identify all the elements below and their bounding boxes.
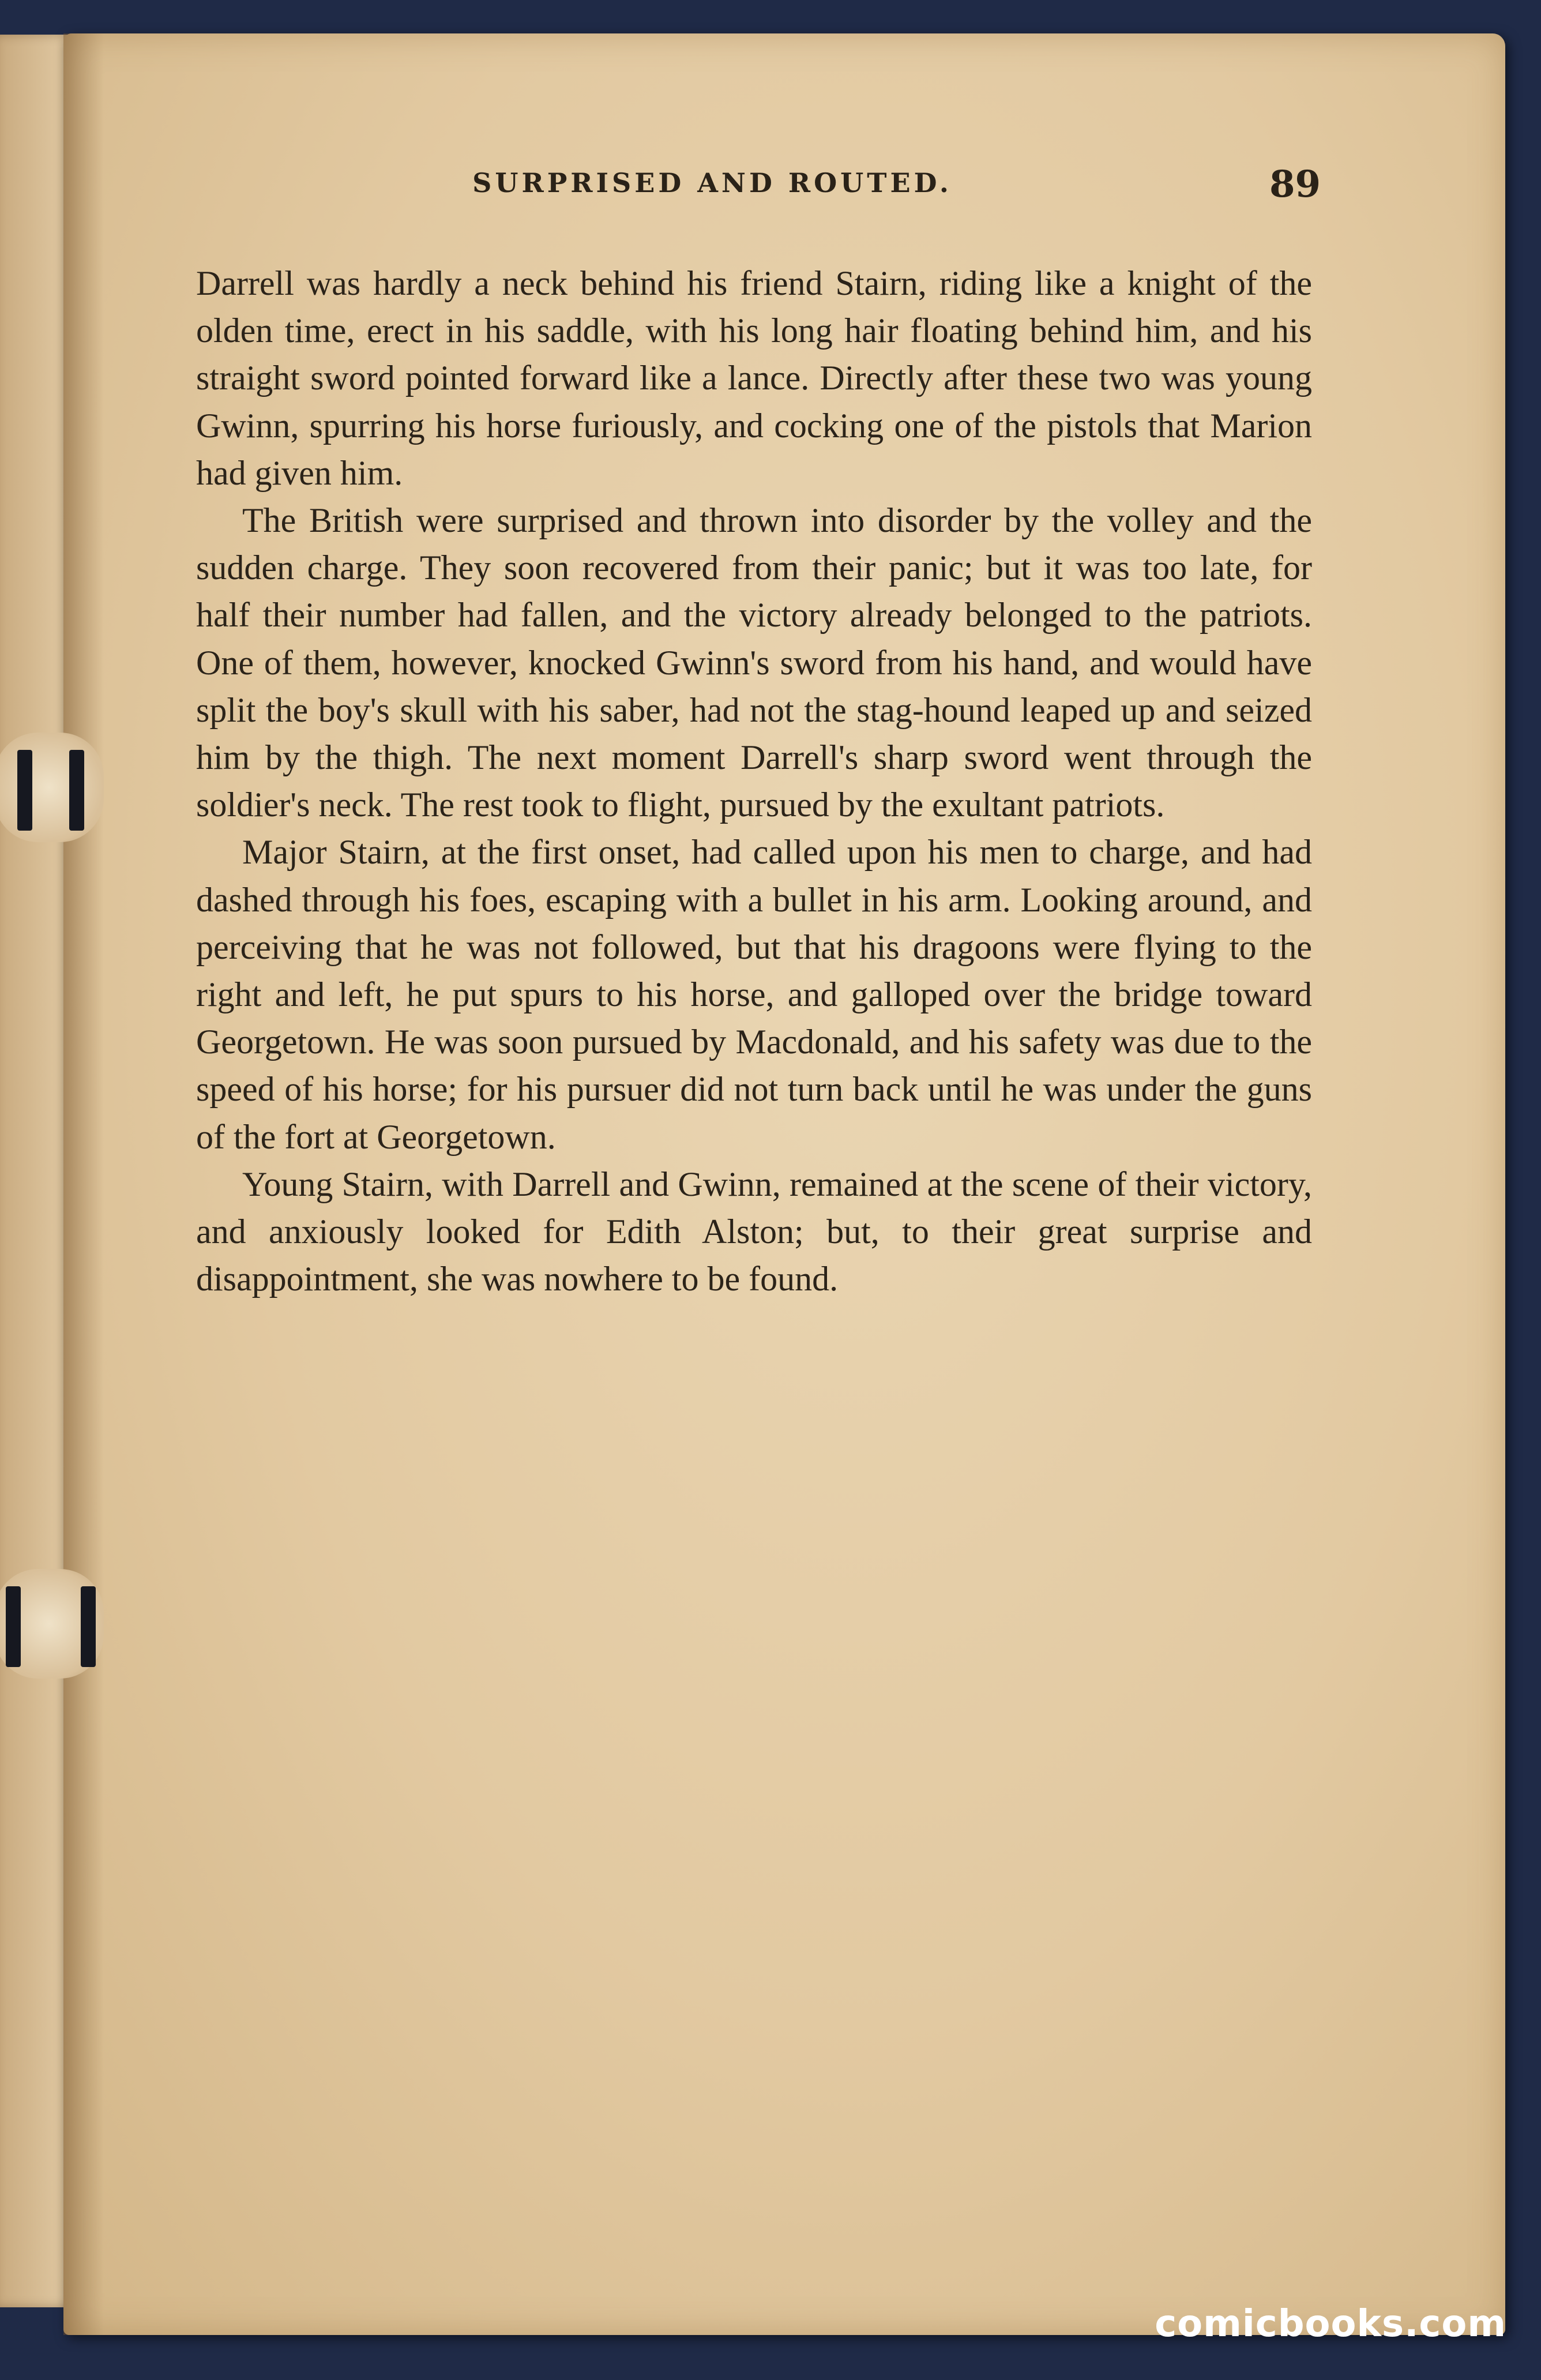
running-head: SURPRISED AND ROUTED. bbox=[472, 167, 952, 198]
page-number: 89 bbox=[1269, 163, 1321, 206]
paragraph-2: The British were surprised and thrown into disorder by the volley and the sudden charge. They soon recovered from their panic; but it was too late, for half their number had fallen, and the victory already belonged to the patriots. One of them, however, knocked Gwinn's sword from his hand, and would have split the boy's skull with his saber, had not the stag-hound leaped up and seized him by the thigh. The next moment Darrell's sharp sword went through the soldier's neck. The rest took to flight, pursued by the exultant patriots. bbox=[196, 501, 1312, 824]
site-watermark: comicbooks.com bbox=[1155, 2303, 1506, 2345]
binding-staple-top bbox=[0, 733, 104, 842]
paragraph-3: Major Stairn, at the first onset, had called upon his men to charge, and had dashed through his foes, escaping with a bullet in his arm. Looking around, and perceiving that he was not followed, but that his dragoons were flying to the right and left, he put spurs to his horse, and galloped over the bridge toward Georgetown. He was soon pursued by Macdonald, and his safety was due to the speed of his horse; for his pursuer did not turn back until he was under the guns of the fort at Georgetown. bbox=[196, 833, 1312, 1156]
gutter-shadow bbox=[63, 33, 104, 2335]
page-header bbox=[104, 163, 1321, 213]
body-text bbox=[196, 260, 1312, 1302]
paragraph-4: Young Stairn, with Darrell and Gwinn, remained at the scene of their victory, and anxiously looked for Edith Alston; but, to their great surprise and disappointment, she was nowhere to be found. bbox=[196, 1165, 1312, 1298]
binding-staple-bottom bbox=[0, 1569, 104, 1679]
paragraph-1: Darrell was hardly a neck behind his friend Stairn, riding like a knight of the olden time, erect in his saddle, with his long hair floating behind him, and his straight sword pointed forward like a lance. Directly after these two was young Gwinn, spurring his horse furiously, and cocking one of the pistols that Marion had given him. bbox=[196, 264, 1312, 492]
